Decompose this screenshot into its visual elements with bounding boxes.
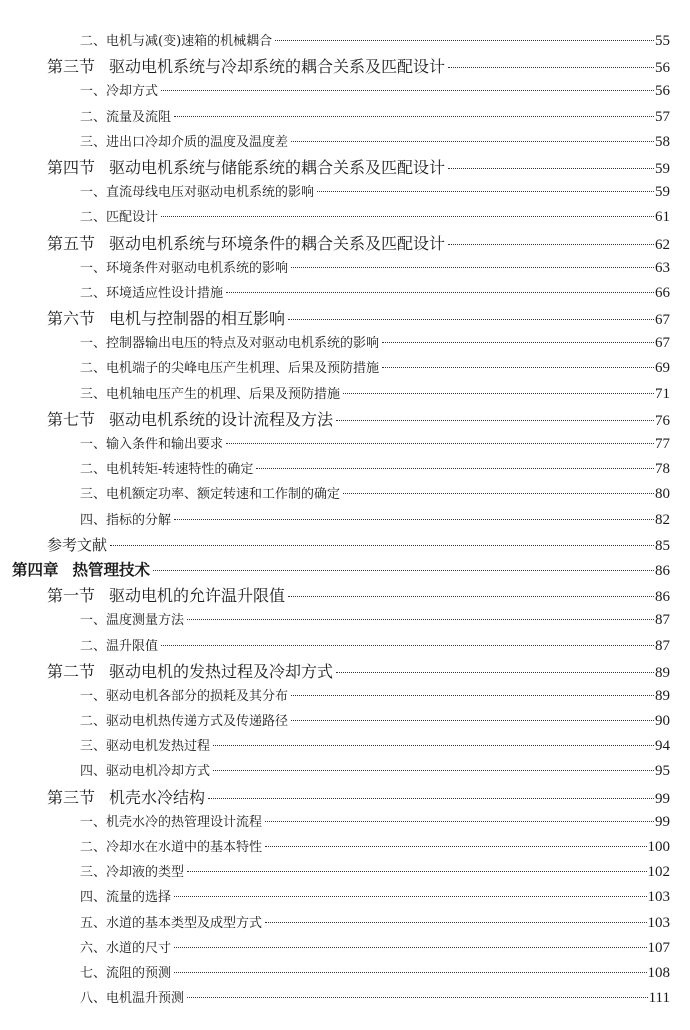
toc-entry-text: 环境适应性设计措施	[106, 285, 224, 301]
toc-entry-page: 94	[655, 738, 670, 755]
toc-entry-item[interactable]	[0, 331, 690, 356]
toc-entry-title	[80, 508, 173, 533]
toc-entry-item[interactable]	[0, 709, 690, 734]
toc-entry-title	[47, 54, 447, 79]
toc-entry-title	[80, 986, 186, 1011]
toc-entry-number: 一、	[80, 84, 107, 100]
toc-entry-text: 驱动电机系统与环境条件的耦合关系及匹配设计	[109, 233, 446, 253]
toc-entry-title	[80, 709, 290, 734]
toc-entry-title	[80, 608, 186, 633]
dot-leader	[343, 493, 654, 494]
toc-entry-number: 二、	[80, 714, 107, 730]
toc-entry-item[interactable]	[0, 936, 690, 961]
toc-entry-title	[80, 356, 381, 381]
toc-entry-text: 直流母线电压对驱动电机系统的影响	[106, 185, 315, 201]
toc-entry-section[interactable]	[0, 155, 690, 180]
toc-entry-number: 八、	[80, 991, 107, 1007]
toc-entry-number: 第七节	[47, 409, 96, 429]
toc-entry-number: 三、	[80, 386, 107, 402]
toc-entry-item[interactable]	[0, 356, 690, 381]
toc-entry-number: 四、	[80, 512, 107, 528]
toc-entry-text: 驱动电机系统的设计流程及方法	[109, 409, 334, 429]
toc-entry-text: 驱动电机热传递方式及传递路径	[106, 714, 289, 730]
toc-entry-text: 驱动电机各部分的损耗及其分布	[106, 688, 289, 704]
toc-entry-text: 指标的分解	[106, 512, 172, 528]
toc-entry-item[interactable]	[0, 180, 690, 205]
dot-leader	[174, 519, 654, 520]
dot-leader	[448, 244, 654, 245]
toc-entry-title	[47, 155, 447, 180]
toc-entry-page: 63	[655, 259, 670, 276]
dot-leader	[161, 645, 654, 646]
dot-leader	[213, 745, 654, 746]
dot-leader	[256, 468, 654, 469]
toc-entry-item[interactable]	[0, 684, 690, 709]
toc-entry-number: 第五节	[47, 233, 96, 253]
dot-leader	[213, 770, 654, 771]
toc-entry-item[interactable]	[0, 734, 690, 759]
toc-entry-ref[interactable]	[0, 533, 690, 558]
toc-entry-page: 86	[655, 589, 670, 606]
toc-entry-page: 71	[655, 385, 670, 402]
toc-entry-page: 55	[655, 33, 670, 49]
toc-entry-page: 76	[655, 412, 670, 429]
toc-entry-text: 驱动电机的发热过程及冷却方式	[109, 661, 334, 681]
toc-entry-item[interactable]	[0, 608, 690, 633]
toc-entry-page: 103	[647, 914, 670, 931]
toc-entry-title	[80, 810, 264, 835]
toc-entry-page: 100	[647, 839, 670, 855]
toc-entry-number: 二、	[80, 638, 107, 654]
toc-entry-page: 102	[647, 864, 670, 881]
dot-leader	[382, 342, 654, 343]
dot-leader	[174, 896, 646, 897]
toc-entry-section[interactable]	[0, 583, 690, 608]
toc-entry-text: 冷却液的类型	[106, 865, 185, 881]
toc-entry-page: 85	[655, 537, 670, 554]
dot-leader	[174, 972, 646, 973]
toc-entry-text: 控制器输出电压的特点及对驱动电机系统的影响	[106, 336, 380, 352]
toc-entry-item[interactable]	[0, 205, 690, 230]
toc-entry-item[interactable]	[0, 860, 690, 885]
toc-entry-number: 六、	[80, 940, 107, 956]
toc-entry-title	[80, 256, 290, 281]
dot-leader	[174, 947, 646, 948]
dot-leader	[208, 798, 654, 799]
toc-entry-page: 77	[655, 436, 670, 452]
dot-leader	[382, 367, 654, 368]
dot-leader	[265, 922, 646, 923]
toc-entry-item[interactable]	[0, 482, 690, 507]
toc-entry-number: 三、	[80, 739, 107, 755]
toc-entry-number: 第一节	[47, 586, 96, 606]
toc-entry-title	[80, 432, 225, 457]
toc-entry-number: 一、	[80, 336, 107, 352]
dot-leader	[336, 420, 654, 421]
toc-entry-number: 二、	[80, 840, 107, 855]
toc-entry-item[interactable]	[0, 508, 690, 533]
toc-entry-number: 二、	[80, 109, 107, 125]
dot-leader	[161, 216, 654, 217]
toc-entry-text: 热管理技术	[72, 560, 151, 579]
toc-entry-number: 七、	[80, 965, 107, 981]
toc-entry-section[interactable]	[0, 306, 690, 331]
toc-entry-title	[80, 961, 173, 986]
toc-entry-page: 69	[655, 360, 670, 377]
toc-entry-page: 87	[655, 637, 670, 654]
dot-leader	[336, 672, 654, 673]
toc-entry-number: 第六节	[47, 309, 96, 329]
toc-entry-title	[80, 205, 160, 230]
toc-entry-item[interactable]	[0, 105, 690, 130]
toc-entry-section[interactable]	[0, 407, 690, 432]
toc-entry-number: 二、	[80, 34, 107, 49]
toc-entry-item[interactable]	[0, 634, 690, 659]
toc-entry-item[interactable]	[0, 79, 690, 104]
toc-entry-number: 四、	[80, 764, 107, 780]
toc-entry-item[interactable]	[0, 281, 690, 306]
dot-leader	[288, 596, 654, 597]
dot-leader	[110, 545, 654, 546]
dot-leader	[291, 695, 654, 696]
toc-entry-item[interactable]	[0, 835, 690, 860]
toc-entry-page: 59	[655, 160, 670, 177]
toc-entry-title	[47, 533, 109, 558]
toc-entry-item[interactable]	[0, 961, 690, 986]
toc-entry-page: 95	[655, 763, 670, 780]
toc-entry-text: 进出口冷却介质的温度及温度差	[106, 134, 289, 150]
toc-entry-item[interactable]	[0, 382, 690, 407]
dot-leader	[291, 267, 654, 268]
dot-leader	[174, 116, 654, 117]
dot-leader	[343, 393, 654, 394]
table-of-contents	[0, 29, 690, 1011]
toc-entry-item[interactable]	[0, 911, 690, 936]
toc-entry-number: 二、	[80, 210, 107, 226]
toc-entry-item[interactable]	[0, 759, 690, 784]
toc-entry-section[interactable]	[0, 231, 690, 256]
toc-entry-page: 78	[655, 461, 670, 478]
toc-entry-number: 二、	[80, 462, 107, 478]
toc-entry-page: 103	[647, 889, 670, 906]
toc-entry-section[interactable]	[0, 54, 690, 79]
toc-entry-page: 87	[655, 612, 670, 629]
toc-entry-item[interactable]	[0, 29, 690, 54]
toc-entry-number: 五、	[80, 915, 107, 931]
toc-entry-page: 59	[655, 184, 670, 201]
toc-entry-text: 流量及流阻	[106, 109, 172, 125]
toc-entry-page: 90	[655, 713, 670, 730]
toc-entry-item[interactable]	[0, 885, 690, 910]
toc-entry-page: 111	[648, 990, 670, 1007]
toc-entry-title	[80, 281, 225, 306]
toc-entry-text: 参考文献	[47, 535, 108, 554]
toc-entry-number: 二、	[80, 361, 107, 377]
toc-entry-text: 水道的基本类型及成型方式	[106, 915, 263, 931]
toc-entry-text: 驱动电机冷却方式	[106, 764, 211, 780]
toc-entry-number: 三、	[80, 865, 107, 881]
toc-entry-text: 机壳水冷结构	[109, 787, 206, 807]
toc-entry-number: 二、	[80, 285, 107, 301]
dot-leader	[265, 846, 646, 847]
toc-entry-section[interactable]	[0, 785, 690, 810]
toc-entry-text: 环境条件对驱动电机系统的影响	[106, 260, 289, 276]
toc-entry-item[interactable]	[0, 256, 690, 281]
toc-entry-number: 第二节	[47, 661, 96, 681]
toc-entry-text: 驱动电机的允许温升限值	[109, 586, 286, 606]
toc-entry-text: 冷却方式	[106, 84, 159, 100]
toc-entry-title	[80, 835, 264, 860]
toc-entry-title	[80, 634, 160, 659]
dot-leader	[153, 570, 654, 571]
toc-entry-title	[47, 659, 335, 684]
toc-entry-page: 89	[655, 664, 670, 681]
toc-entry-number: 一、	[80, 260, 107, 276]
toc-entry-title	[80, 684, 290, 709]
dot-leader	[265, 821, 654, 822]
toc-entry-text: 温度测量方法	[106, 613, 185, 629]
toc-entry-number: 第四章	[12, 560, 59, 579]
toc-entry-page: 82	[655, 511, 670, 528]
toc-entry-text: 电机温升预测	[106, 991, 185, 1007]
dot-leader	[187, 871, 646, 872]
toc-entry-title	[80, 29, 274, 54]
toc-entry-page: 61	[655, 209, 670, 226]
toc-entry-page: 66	[655, 284, 670, 301]
toc-entry-text: 电机端子的尖峰电压产生机理、后果及预防措施	[106, 361, 380, 377]
toc-entry-text: 水道的尺寸	[106, 940, 172, 956]
dot-leader	[317, 191, 654, 192]
toc-entry-page: 56	[655, 60, 670, 77]
toc-entry-section[interactable]	[0, 659, 690, 684]
toc-entry-text: 电机轴电压产生的机理、后果及预防措施	[106, 386, 341, 402]
toc-entry-item[interactable]	[0, 457, 690, 482]
toc-entry-item[interactable]	[0, 432, 690, 457]
toc-entry-text: 冷却水在水道中的基本特性	[106, 840, 263, 855]
toc-entry-page: 89	[655, 687, 670, 704]
toc-entry-title	[47, 306, 287, 331]
toc-entry-title	[80, 911, 264, 936]
toc-entry-title	[80, 79, 160, 104]
dot-leader	[187, 619, 654, 620]
toc-entry-text: 驱动电机系统与冷却系统的耦合关系及匹配设计	[109, 57, 446, 77]
toc-entry-page: 99	[655, 813, 670, 830]
toc-entry-title	[80, 936, 173, 961]
toc-entry-text: 电机与控制器的相互影响	[109, 309, 286, 329]
toc-entry-title	[80, 885, 173, 910]
toc-entry-title	[80, 482, 342, 507]
toc-entry-title	[47, 785, 207, 810]
toc-entry-text: 温升限值	[106, 638, 159, 654]
toc-entry-number: 一、	[80, 613, 107, 629]
toc-entry-page: 57	[655, 108, 670, 125]
toc-entry-title	[80, 860, 186, 885]
dot-leader	[448, 168, 654, 169]
dot-leader	[275, 40, 654, 41]
toc-entry-title	[80, 180, 316, 205]
toc-entry-number: 第三节	[47, 57, 96, 77]
toc-entry-number: 第四节	[47, 157, 96, 177]
toc-entry-text: 流量的选择	[106, 890, 172, 906]
toc-entry-title	[80, 331, 381, 356]
toc-entry-text: 电机额定功率、额定转速和工作制的确定	[106, 487, 341, 503]
toc-entry-title	[47, 407, 335, 432]
toc-entry-text: 输入条件和输出要求	[106, 437, 224, 452]
toc-entry-title	[12, 558, 152, 583]
toc-entry-text: 电机转矩-转速特性的确定	[106, 462, 254, 478]
toc-entry-title	[80, 105, 173, 130]
toc-entry-number: 一、	[80, 814, 107, 830]
toc-entry-page: 80	[655, 486, 670, 503]
toc-entry-text: 驱动电机系统与储能系统的耦合关系及匹配设计	[109, 157, 446, 177]
toc-entry-page: 67	[655, 312, 670, 329]
toc-entry-title	[47, 583, 287, 608]
toc-entry-item[interactable]	[0, 130, 690, 155]
toc-entry-number: 一、	[80, 688, 107, 704]
toc-entry-page: 107	[647, 939, 670, 956]
dot-leader	[161, 90, 654, 91]
dot-leader	[187, 997, 648, 998]
toc-entry-text: 匹配设计	[106, 210, 159, 226]
toc-entry-page: 108	[647, 964, 670, 981]
toc-entry-number: 一、	[80, 437, 107, 452]
toc-entry-text: 机壳水冷的热管理设计流程	[106, 814, 263, 830]
toc-entry-page: 99	[655, 790, 670, 807]
toc-entry-title	[80, 457, 255, 482]
toc-entry-item[interactable]	[0, 810, 690, 835]
toc-entry-number: 一、	[80, 185, 107, 201]
toc-entry-title	[47, 231, 447, 256]
dot-leader	[448, 67, 654, 68]
dot-leader	[226, 292, 654, 293]
toc-entry-page: 62	[655, 236, 670, 253]
toc-entry-page: 58	[655, 133, 670, 150]
toc-entry-number: 三、	[80, 134, 107, 150]
dot-leader	[226, 443, 654, 444]
dot-leader	[291, 720, 654, 721]
toc-entry-page: 56	[655, 83, 670, 100]
toc-entry-chapter[interactable]	[0, 558, 690, 583]
toc-entry-text: 电机与减(变)速箱的机械耦合	[106, 34, 273, 49]
toc-entry-number: 三、	[80, 487, 107, 503]
toc-entry-page: 86	[655, 562, 670, 579]
toc-entry-number: 四、	[80, 890, 107, 906]
toc-entry-title	[80, 759, 212, 784]
toc-entry-item[interactable]	[0, 986, 690, 1011]
toc-entry-text: 流阻的预测	[106, 965, 172, 981]
toc-entry-title	[80, 734, 212, 759]
dot-leader	[291, 141, 654, 142]
toc-entry-number: 第三节	[47, 787, 96, 807]
toc-entry-title	[80, 130, 290, 155]
toc-entry-page: 67	[655, 335, 670, 352]
toc-entry-title	[80, 382, 342, 407]
dot-leader	[288, 319, 654, 320]
toc-entry-text: 驱动电机发热过程	[106, 739, 211, 755]
